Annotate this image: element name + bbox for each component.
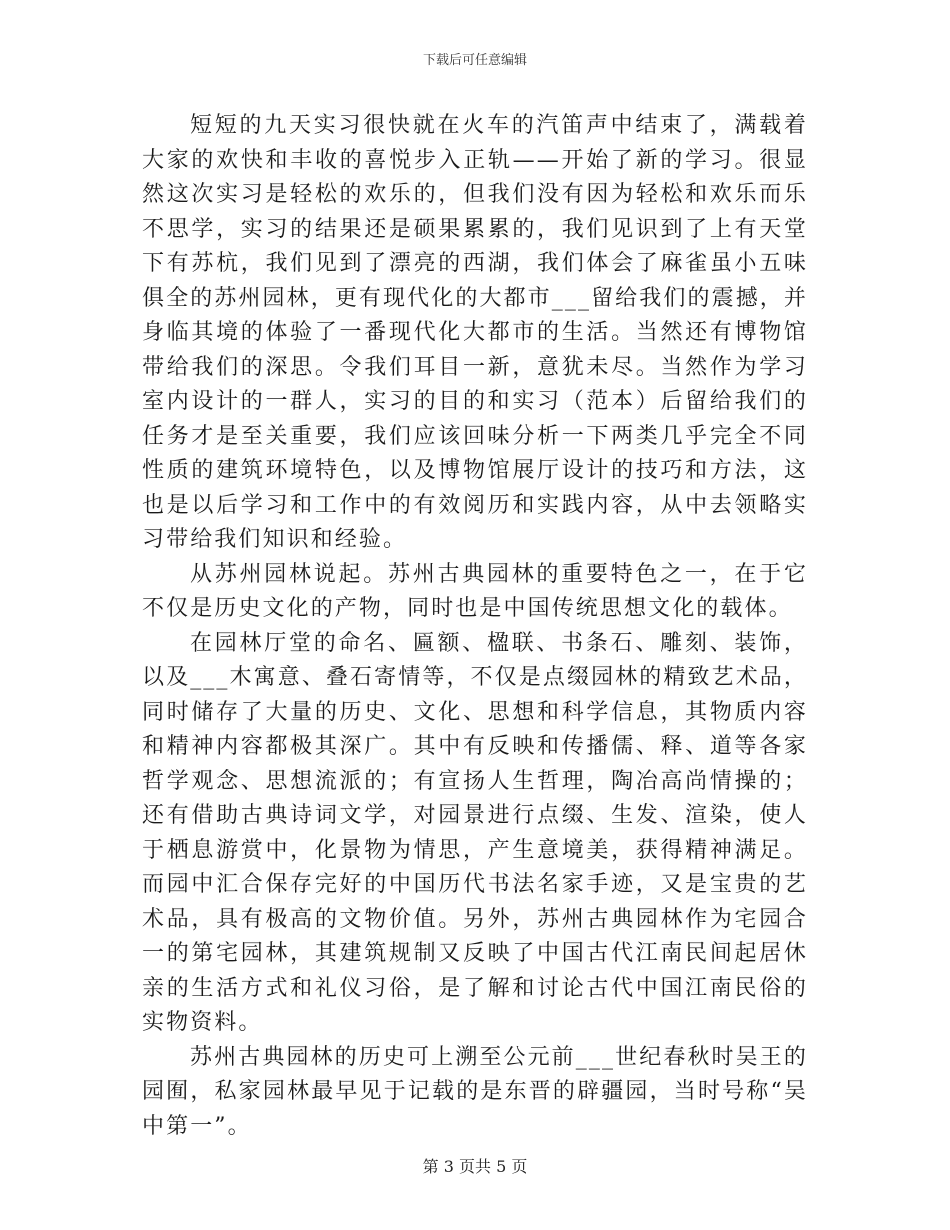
paragraph-garden-culture: 在园林厅堂的命名、匾额、楹联、书条石、雕刻、装饰，以及___木寓意、叠石寄情等，不仅是点缀园林的精致艺术品，同时储存了大量的历史、文化、思想和科学信息，其物质内容和精神内容都极其深广。其中有反映和传播儒、释、道等各家哲学观念、思想流派的；有宣扬人生哲理，陶冶高尚情操的；还有借助古典诗词文学，对园景进行点缀、生发、渲染，使人于栖息游赏中，化景物为情思，产生意境美，获得精神满足。而园中汇合保存完好的中国历代书法名家手迹，又是宝贵的艺术品，具有极高的文物价值。另外，苏州古典园林作为宅园合一的第宅园林，其建筑规制又反映了中国古代江南民间起居休亲的生活方式和礼仪习俗，是了解和讨论古代中国江南民俗的实物资料。: [142, 630, 808, 1035]
page-header: 下载后可任意编辑: [422, 53, 527, 68]
page-number: 第 3 页共 5 页: [422, 1157, 528, 1176]
paragraph-internship-summary: 短短的九天实习很快就在火车的汽笛声中结束了，满载着大家的欢快和丰收的喜悦步入正轨——开始了新的学习。很显然这次实习是轻松的欢乐的，但我们没有因为轻松和欢乐而乐不思学，实习的结果还是硕果累累的，我们见识到了上有天堂下有苏杭，我们见到了漂亮的西湖，我们体会了麻雀虽小五味俱全的苏州园林，更有现代化的大都市___留给我们的震撼，并身临其境的体验了一番现代化大都市的生活。当然还有博物馆带给我们的深思。令我们耳目一新，意犹未尽。当然作为学习室内设计的一群人，实习的目的和实习（范本）后留给我们的任务才是至关重要，我们应该回味分析一下两类几乎完全不同性质的建筑环境特色，以及博物馆展厅设计的技巧和方法，这也是以后学习和工作中的有效阅历和实践内容，从中去领略实习带给我们知识和经验。: [142, 113, 808, 552]
paragraph-suzhou-gardens-intro: 从苏州园林说起。苏州古典园林的重要特色之一，在于它不仅是历史文化的产物，同时也是中国传统思想文化的载体。: [142, 561, 808, 621]
paragraph-garden-history: 苏州古典园林的历史可上溯至公元前___世纪春秋时吴王的园囿，私家园林最早见于记载的是东晋的辟疆园，当时号称“吴中第一”。: [142, 1044, 808, 1139]
document-body: [142, 109, 808, 1144]
